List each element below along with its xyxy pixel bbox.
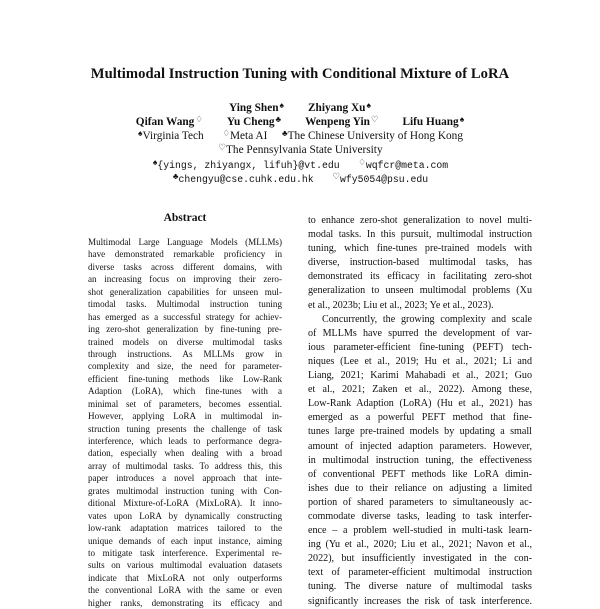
author-name: Qifan Wang [135, 116, 195, 128]
email-address[interactable]: wqfcr@meta.com [365, 160, 449, 171]
affiliation-mark: ♢ [358, 157, 366, 167]
abstract-body [88, 236, 282, 609]
text-line: efficient fine-tuning methods like Low-Rank [88, 373, 282, 384]
text-line: Multimodal Large Language Models (MLLMs) [88, 237, 282, 247]
text-line: paper introduces a novel approach that inte- [88, 473, 282, 484]
affiliation-mark: ♣ [172, 171, 179, 181]
text-line: However, applying LoRA in multimodal in- [88, 411, 282, 422]
text-line: ishes due to their reliance on adjusting a limited [308, 482, 532, 494]
text-line: generalization to unseen multimodal problems (Xu [308, 285, 532, 297]
text-line: complexity and size, the need for parameter- [88, 361, 282, 372]
text-line: ing (Yu et al., 2020; Liu et al., 2021; Navon et al., [308, 539, 532, 551]
affiliation-name: Virginia Tech [142, 130, 204, 142]
author-name: Ying Shen [229, 102, 279, 114]
text-line: in multimodal instruction tuning, the effectiveness [308, 454, 532, 466]
author-line-2 [0, 114, 600, 128]
affiliation-mark: ♠ [459, 114, 465, 124]
text-line: niques (Lee et al., 2019; Hu et al., 2021; Li and [308, 355, 532, 367]
text-line: Low-Rank Adaption (LoRA) (Hu et al., 2021) has [308, 398, 532, 410]
text-line: significantly increases the risk of task interference. [308, 595, 532, 607]
text-line: to enhance zero-shot generalization to novel multi- [308, 215, 532, 226]
affiliation-mark: ♡ [218, 142, 227, 152]
text-line: indicate that MixLoRA not only outperforms [88, 572, 282, 583]
text-line: the conventional LoRA with the same or even [88, 585, 282, 596]
author-name: Wenpeng Yin [305, 116, 370, 128]
text-line: shot generalization capabilities for unseen mul- [88, 286, 282, 297]
affiliation-mark: ♠ [366, 100, 371, 110]
text-line: of MLLMs have spurred the development of var- [308, 327, 532, 339]
text-line: minimal set of parameters, becomes essential. [88, 398, 282, 409]
text-line: low-rank adaptation matrices tailored to the [88, 523, 282, 534]
author-name: Lifu Huang [402, 116, 459, 128]
affiliations-line-2 [0, 142, 600, 156]
intro-body [308, 214, 532, 609]
text-line: ditional Mixture-of-LoRA (MixLoRA). It inno- [88, 498, 282, 509]
author-name: Yu Cheng [226, 116, 275, 128]
author-name: Zhiyang Xu [308, 102, 366, 114]
text-line: tunes large pre-trained models by updating a small [308, 426, 532, 438]
affiliations-line-1 [0, 128, 600, 142]
affiliation-mark: ♡ [332, 171, 340, 181]
text-line: text of parameter-efficient multimodal instruction [308, 567, 532, 579]
affiliation-mark: ♠ [138, 128, 143, 138]
text-line: has emerged as a successful strategy for achiev- [88, 311, 282, 322]
affiliation-mark: ♢ [195, 114, 203, 124]
text-line: portion of shared parameters to simultaneously ac- [308, 496, 532, 508]
text-line: 2022), but insufficiently investigated in the con- [308, 553, 532, 565]
text-line: modal tasks. In this pursuit, multimodal instruction [308, 229, 532, 241]
text-line: tuning, which fine-tunes pre-trained models with [308, 243, 532, 255]
text-line: Concurrently, the growing complexity and scale [322, 313, 532, 325]
text-line: diverse tasks across different domains, with [88, 261, 282, 272]
abstract-heading: Abstract [163, 212, 207, 224]
text-line: have demonstrated remarkable proficiency in [88, 249, 282, 260]
text-line: trained models on diverse multimodal tasks [88, 336, 282, 347]
text-line: array of multimodal tasks. To address this, this [88, 460, 282, 471]
text-line: to mitigate task interference. Experimental re- [88, 547, 282, 558]
paper-title: Multimodal Instruction Tuning with Conditional Mixture of LoRA [90, 66, 510, 82]
text-line: sults on various multimodal evaluation datasets [88, 560, 282, 571]
affiliation-mark: ♡ [370, 114, 379, 124]
text-line: timodal tasks. Multimodal instruction tuning [88, 299, 282, 310]
text-line: et al., 2021; Zaken et al., 2022). Among these, [308, 384, 532, 396]
text-line: interference, which leads to performance degra- [88, 436, 282, 446]
author-line-1 [0, 100, 600, 114]
text-line: demonstrated its efficacy in facilitating zero-shot [308, 271, 532, 283]
text-line: diverse, instruction-based multimodal tasks, has [308, 257, 532, 269]
affiliation-name: The Pennsylvania State University [226, 144, 383, 156]
text-line: of conventional PEFT methods like LoRA dimin- [308, 468, 532, 480]
text-line: unique demands of each input instance, aiming [88, 535, 282, 546]
text-line: higher ranks, demonstrating its efficacy and [88, 597, 282, 608]
text-line: ence – a problem well-studied in multi-task learn- [308, 525, 532, 537]
emails-line-2 [0, 171, 600, 185]
email-address[interactable]: chengyu@cse.cuhk.edu.hk [178, 174, 314, 185]
text-line: through instructions. As MLLMs grow in [88, 348, 282, 359]
text-line: struction tuning presents the challenge of task [88, 423, 282, 434]
email-address[interactable]: {yings, zhiyangx, lifuh}@vt.edu [157, 160, 340, 171]
text-line: grates multimodal instruction tuning with Con- [88, 485, 282, 496]
text-line: Adaption (LoRA), which fine-tunes with a [88, 386, 282, 397]
text-line: vates upon LoRA by dynamically constructing [88, 510, 282, 521]
text-line: Liang, 2021; Karimi Mahabadi et al., 2021; Guo [308, 370, 532, 382]
text-line: ing zero-shot generalization by fine-tuning pre- [88, 324, 282, 335]
affiliation-mark: ♣ [282, 128, 288, 138]
text-line: emerged as a powerful PEFT method that fine- [308, 412, 532, 424]
emails-line-1 [0, 157, 600, 171]
text-line: et al., 2023b; Liu et al., 2023; Ye et al., 2023). [308, 299, 494, 311]
text-line: an increasing focus on improving their zero- [88, 274, 282, 285]
affiliation-mark: ♠ [152, 157, 158, 167]
text-line: commodate diverse tasks, leading to task interfer- [308, 510, 532, 522]
affiliation-mark: ♢ [222, 128, 230, 138]
text-line: ious parameter-efficient fine-tuning (PEFT) tech- [308, 341, 532, 353]
affiliation-name: Meta AI [230, 130, 268, 142]
text-line: amount of injected adaption parameters. However, [308, 440, 532, 452]
affiliation-name: The Chinese University of Hong Kong [287, 130, 463, 142]
affiliation-mark: ♣ [275, 114, 282, 124]
affiliation-mark: ♠ [279, 100, 285, 110]
text-line: tuning. The diverse nature of multimodal tasks [308, 581, 532, 593]
email-address[interactable]: wfy5054@psu.edu [339, 174, 429, 185]
text-line: dation, especially when dealing with a broad [88, 448, 282, 459]
